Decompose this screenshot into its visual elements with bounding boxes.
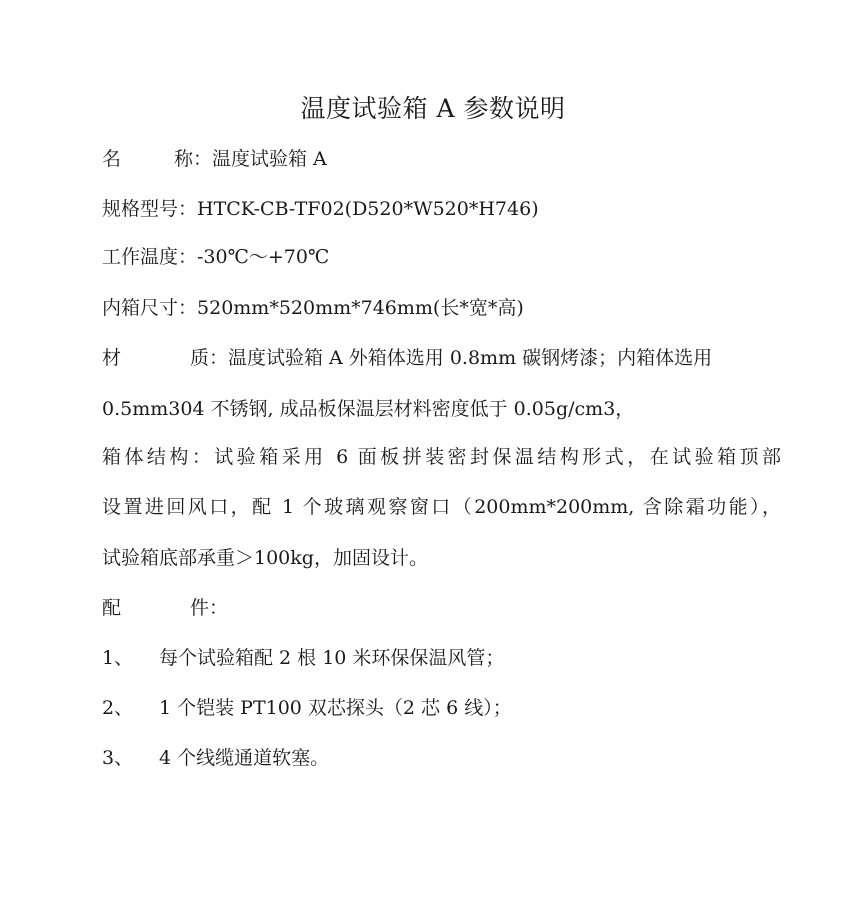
temp-row bbox=[102, 244, 781, 270]
accessories-row bbox=[102, 595, 781, 621]
temp-value: -30℃～+70℃ bbox=[197, 246, 330, 268]
inner-size-row bbox=[102, 295, 781, 321]
material-line-1: 温度试验箱 A 外箱体选用 0.8mm 碳钢烤漆；内箱体选用 bbox=[228, 347, 713, 369]
list-item bbox=[102, 645, 781, 671]
list-item-text: 1 个铠装 PT100 双芯探头（2 芯 6 线）； bbox=[159, 697, 512, 719]
temp-label: 工作温度： bbox=[102, 246, 198, 268]
inner-size-value: 520mm*520mm*746mm(长*宽*高) bbox=[197, 297, 524, 319]
model-value: HTCK-CB-TF02(D520*W520*H746) bbox=[197, 198, 539, 220]
list-item-text: 每个试验箱配 2 根 10 米环保保温风管； bbox=[159, 647, 505, 669]
inner-size-label: 内箱尺寸： bbox=[102, 297, 198, 319]
list-item-text: 4 个线缆通道软塞。 bbox=[159, 747, 330, 769]
material-row bbox=[102, 345, 781, 371]
list-item bbox=[102, 745, 781, 771]
structure-line-3: 试验箱底部承重＞100kg，加固设计。 bbox=[102, 547, 428, 569]
name-row bbox=[102, 146, 781, 172]
list-item-number: 2、 bbox=[102, 697, 134, 719]
list-item bbox=[102, 695, 781, 721]
list-item-number: 1、 bbox=[102, 647, 134, 669]
model-label: 规格型号： bbox=[102, 198, 198, 220]
accessories-label: 配 件： bbox=[102, 597, 228, 619]
structure-line-2: 设置进回风口，配 1 个玻璃观察窗口（200mm*200mm, 含除霜功能）， bbox=[102, 496, 781, 518]
model-row bbox=[102, 196, 781, 222]
list-item-number: 3、 bbox=[102, 747, 134, 769]
name-value: 温度试验箱 A bbox=[212, 148, 327, 170]
material-line-2: 0.5mm304 不锈钢, 成品板保温层材料密度低于 0.05g/cm3， bbox=[102, 398, 635, 420]
structure-line-1: 箱体结构：试验箱采用 6 面板拼装密封保温结构形式，在试验箱顶部 bbox=[102, 446, 781, 468]
name-label: 名 称： bbox=[102, 148, 212, 170]
material-label: 材 质： bbox=[102, 347, 228, 369]
document-title: 温度试验箱 A 参数说明 bbox=[300, 94, 566, 123]
